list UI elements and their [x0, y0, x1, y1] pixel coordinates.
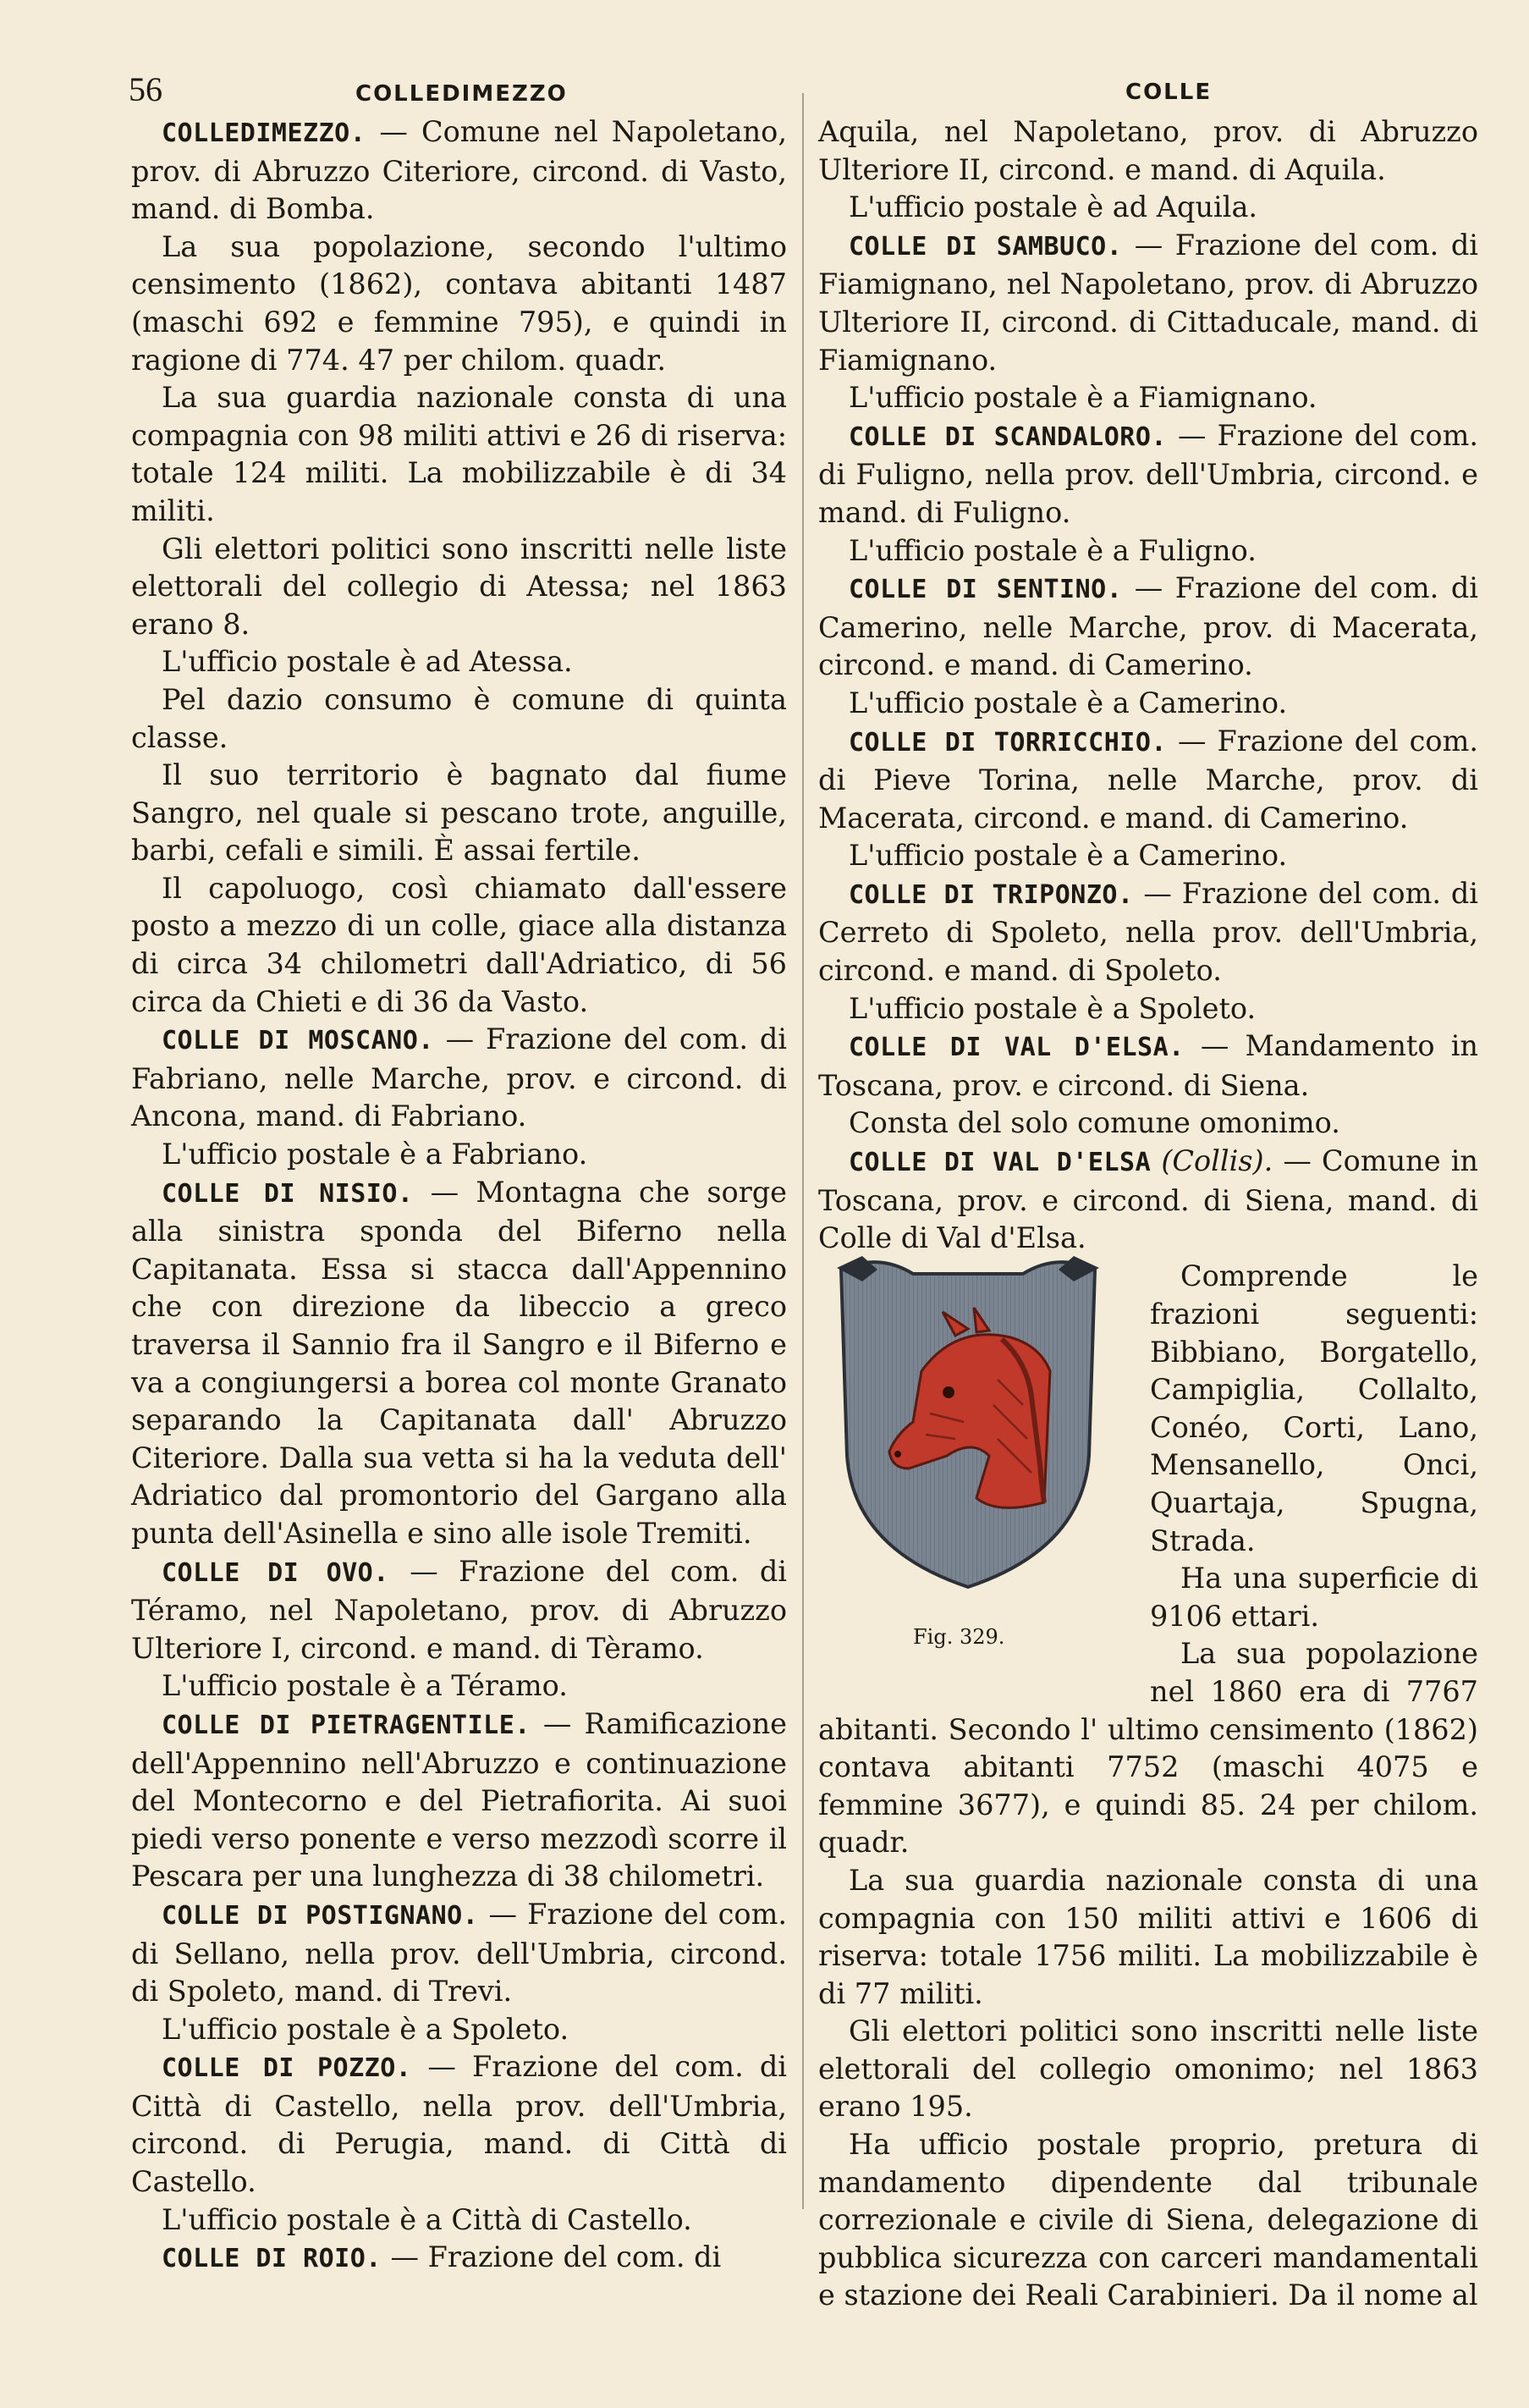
entry-text: — Ramificazione dell'Appennino nell'Abruzzo e continuazione del Montecorno e del Pietrafiorita. Ai suoi piedi verso ponente e verso mezzodì scorre il Pescara per una lunghezza di 38 chilometri.	[131, 1706, 787, 1893]
entry-text: La sua guardia nazionale consta di una compagnia con 98 militi attivi e 26 di riserva: totale 124 militi. La mobilizzabile è di 34 militi.	[131, 381, 787, 527]
entry-text: Pel dazio consumo è comune di quinta classe.	[131, 682, 787, 754]
paragraph	[131, 229, 787, 379]
dictionary-entry	[131, 1021, 787, 1136]
dictionary-entry	[131, 1896, 787, 2011]
entry-text: Ha ufficio postale proprio, pretura di mandamento dipendente dal tribunale correzionale e civile di Siena, delegazione di pubblica sicurezza con carceri mandamentali e stazione dei Reali Carabinieri. Da il nome al	[818, 2128, 1478, 2312]
entry-keyword: COLLE DI SAMBUCO.	[849, 231, 1123, 262]
entry-keyword: COLLE DI SENTINO.	[849, 575, 1123, 605]
colle-di-val-delsa-superficie: Ha una superficie di 9106 ettari.	[1150, 1562, 1478, 1633]
dictionary-entry	[131, 2239, 787, 2279]
entry-text: L'ufficio postale è a Spoleto.	[849, 991, 1257, 1025]
entry-text: L'ufficio postale è a Fuligno.	[849, 533, 1257, 567]
paragraph	[131, 870, 787, 1021]
entry-text: — Frazione del com. di Fuligno, nella prov. dell'Umbria, circond. e mand. di Fuligno.	[818, 418, 1479, 529]
paragraph	[818, 1862, 1478, 2013]
entry-keyword: COLLE DI MOSCANO.	[162, 1026, 434, 1056]
paragraph	[131, 643, 787, 681]
dictionary-entry	[131, 1705, 787, 1896]
paragraph	[818, 532, 1478, 570]
paragraph	[131, 379, 787, 530]
page-header	[127, 69, 1481, 120]
running-head-left: COLLEDIMEZZO	[355, 81, 568, 107]
figure-329	[818, 1221, 1131, 1694]
entry-text: Il capoluogo, così chiamato dall'essere posto a mezzo di un colle, giace alla distanza di circa 34 chilometri dall'Adriatico, di 56 circa da Chieti e di 36 da Vasto.	[131, 871, 787, 1018]
entry-keyword: COLLEDIMEZZO.	[162, 118, 366, 148]
entry-text: Gli elettori politici sono inscritti nelle liste elettorali del collegio di Atessa; nel 1863 erano 8.	[131, 532, 787, 641]
paragraph	[818, 189, 1478, 227]
paragraph	[131, 2201, 787, 2240]
coat-of-arms-horse-head-icon	[828, 1244, 1108, 1600]
entry-text: Gli elettori politici sono inscritti nelle liste elettorali del collegio omonimo; nel 1863 erano 195.	[818, 2014, 1478, 2124]
right-column	[818, 113, 1478, 2315]
entry-keyword: COLLE DI TORRICCHIO.	[849, 727, 1167, 758]
entry-text: — Comune nel Napoletano, prov. di Abruzzo Citeriore, circond. di Vasto, mand. di Bomba.	[131, 115, 787, 226]
paragraph	[131, 1136, 787, 1174]
entry-text: L'ufficio postale è a Camerino.	[849, 686, 1288, 719]
entry-text: — Frazione del com. di Camerino, nelle Marche, prov. di Macerata, circond. e mand. di Camerino.	[818, 571, 1478, 682]
paragraph	[818, 2126, 1478, 2315]
entry-text: — Montagna che sorge alla sinistra sponda del Biferno nella Capitanata. Essa si stacca dall'Appennino che con direzione da libeccio a greco traversa il Sannio fra il Sangro e il Biferno e va a congiungersi a borea col monte Granato separando la Capitanata dall' Abruzzo Citeriore. Dalla sua vetta si ha la veduta dell' Adriatico dal promontorio del Gargano alla punta dell'Asinella e sino alle isole Tremiti.	[131, 1175, 787, 1550]
paragraph	[818, 113, 1478, 189]
figure-block	[818, 1221, 1478, 1862]
entry-text: — Frazione del com. di Fiamignano, nel Napoletano, prov. di Abruzzo Ulteriore II, circond. di Cittaducale, mand. di Fiamignano.	[818, 228, 1478, 377]
entry-text: — Frazione del com. di Téramo, nel Napoletano, prov. di Abruzzo Ulteriore I, circond. e mand. di Tèramo.	[131, 1554, 787, 1665]
entry-text: — Frazione del com. di Sellano, nella prov. dell'Umbria, circond. di Spoleto, mand. di Trevi.	[131, 1897, 787, 2009]
dictionary-entry	[818, 227, 1478, 379]
dictionary-entry	[131, 2048, 787, 2201]
entry-text: L'ufficio postale è a Téramo.	[162, 1669, 568, 1703]
page-number: 56	[129, 70, 162, 108]
paragraph	[131, 2011, 787, 2049]
paragraph	[131, 681, 787, 757]
entry-text: L'ufficio postale è a Camerino.	[849, 839, 1288, 873]
entry-keyword: COLLE DI VAL D'ELSA	[849, 1148, 1152, 1178]
dictionary-entry	[131, 1553, 787, 1668]
paragraph	[131, 531, 787, 644]
entry-keyword: COLLE DI VAL D'ELSA.	[849, 1033, 1185, 1063]
left-column	[131, 113, 787, 2279]
entry-keyword: COLLE DI SCANDALORO.	[849, 422, 1167, 452]
entry-text: — Frazione del com. di Fabriano, nelle Marche, prov. e circond. di Ancona, mand. di Fabriano.	[131, 1022, 788, 1133]
entry-text: — Frazione del com. di Pieve Torina, nelle Marche, prov. di Macerata, circond. e mand. di Camerino.	[818, 724, 1479, 835]
figure-caption: Fig. 329.	[913, 1624, 1005, 1649]
dictionary-entry	[818, 723, 1478, 838]
dictionary-entry	[818, 1028, 1478, 1105]
latin-name: (Collis).	[1161, 1144, 1273, 1178]
entry-text: L'ufficio postale è a Spoleto.	[162, 2012, 569, 2046]
dictionary-entry	[818, 417, 1478, 532]
entry-keyword: COLLE DI OVO.	[162, 1557, 389, 1588]
dictionary-entry	[818, 875, 1478, 990]
colle-di-val-delsa-popolazione: La sua popolazione nel 1860 era di 7767 abitanti. Secondo l' ultimo censimento (1862) contava abitanti 7752 (maschi 4075 e femmine 3677), e quindi 85. 24 per chilom. quadr.	[818, 1637, 1478, 1860]
entry-text: La sua popolazione, secondo l'ultimo censimento (1862), contava abitanti 1487 (maschi 692 e femmine 795), e quindi in ragione di 774. 47 per chilom. quadr.	[131, 229, 787, 377]
entry-keyword: COLLE DI ROIO.	[162, 2244, 382, 2274]
right-column-entries-bottom	[818, 1862, 1478, 2315]
entry-text: L'ufficio postale è a Fiamignano.	[849, 381, 1317, 415]
paragraph	[818, 990, 1478, 1028]
entry-text: L'ufficio postale è ad Aquila.	[849, 190, 1258, 224]
entry-text: La sua guardia nazionale consta di una compagnia con 150 militi attivi e 1606 di riserva: totale 1756 militi. La mobilizzabile è di 77 militi.	[818, 1863, 1478, 2010]
entry-text: — Frazione del com. di Cerreto di Spoleto, nella prov. dell'Umbria, circond. e mand. di Spoleto.	[818, 876, 1479, 988]
running-head-right: COLLE	[1125, 80, 1213, 105]
entry-text: Il suo territorio è bagnato dal fiume Sangro, nel quale si pescano trote, anguille, barbi, cefali e simili. È assai fertile.	[131, 758, 787, 868]
colle-di-val-delsa-frazioni: Comprende le frazioni seguenti: Bibbiano, Borgatello, Campiglia, Collalto, Conéo, Corti, Lano, Mensanello, Onci, Quartaja, Spugna, Strada.	[1150, 1259, 1478, 1557]
entry-text: L'ufficio postale è a Fabriano.	[162, 1138, 588, 1171]
paragraph	[131, 1667, 787, 1705]
entry-text: — Frazione del com. di	[381, 2240, 722, 2274]
entry-text: L'ufficio postale è a Città di Castello.	[162, 2202, 692, 2236]
paragraph	[818, 2013, 1478, 2126]
entry-text: Aquila, nel Napoletano, prov. di Abruzzo Ulteriore II, circond. e mand. di Aquila.	[818, 115, 1478, 186]
dictionary-entry	[818, 570, 1478, 685]
paragraph	[818, 379, 1478, 417]
dictionary-entry	[131, 113, 787, 229]
entry-text: — Frazione del com. di Città di Castello, nella prov. dell'Umbria, circond. di Perugia, mand. di Città di Castello.	[131, 2050, 787, 2199]
entry-keyword: COLLE DI POSTIGNANO.	[162, 1900, 479, 1931]
entry-text: L'ufficio postale è ad Atessa.	[162, 645, 573, 679]
column-divider	[802, 93, 804, 2209]
entry-keyword: COLLE DI NISIO.	[162, 1178, 414, 1209]
right-column-entries-top	[818, 113, 1478, 1143]
entry-text: Consta del solo comune omonimo.	[849, 1106, 1340, 1140]
entry-text: — Mandamento in Toscana, prov. e circond. di Siena.	[818, 1029, 1478, 1102]
dictionary-entry	[131, 1174, 787, 1553]
paragraph	[818, 1105, 1478, 1143]
paragraph	[818, 685, 1478, 723]
entry-keyword: COLLE DI TRIPONZO.	[849, 879, 1134, 910]
entry-keyword: COLLE DI POZZO.	[162, 2053, 412, 2084]
entry-keyword: COLLE DI PIETRAGENTILE.	[162, 1710, 531, 1740]
paragraph	[131, 757, 787, 870]
paragraph	[818, 837, 1478, 875]
entry-text: — Comune in Toscana, prov. e circond. di Siena, mand. di Colle di Val d'Elsa.	[818, 1144, 1479, 1255]
